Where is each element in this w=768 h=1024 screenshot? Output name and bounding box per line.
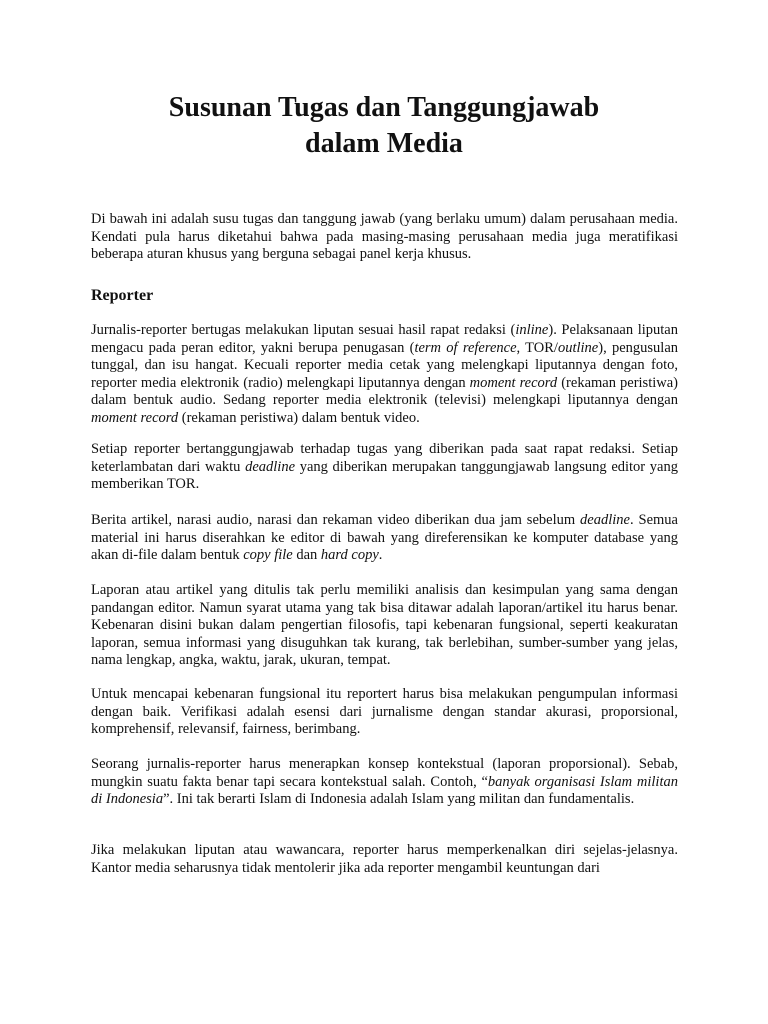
paragraph-5: Untuk mencapai kebenaran fungsional itu reportert harus bisa melakukan pengumpulan informasi dengan baik. Verifikasi adalah esensi dari jurnalisme dengan standar akurasi, proporsional, komprehensif, relevansif, fairness, berimbang. bbox=[91, 686, 678, 738]
p3-italic: deadline bbox=[580, 512, 630, 528]
p2-italic: deadline bbox=[245, 458, 296, 475]
p3-italic: hard copy bbox=[320, 547, 379, 564]
p1-text: (rekaman peristiwa) dalam bentuk video. bbox=[178, 409, 420, 426]
p6-text: ”. Ini tak berarti Islam di Indonesia adalah Islam yang militan dan fundamentalis. bbox=[163, 791, 635, 808]
title-line-2: dalam Media bbox=[305, 128, 463, 159]
p1-text: ). Pelaksanaan liputan mengacu pada peran editor, yakni berupa penugasan ( bbox=[91, 322, 678, 356]
p1-italic: moment record bbox=[469, 374, 558, 391]
p3-italic: copy file bbox=[243, 547, 293, 564]
page-title bbox=[60, 90, 708, 162]
section-heading-reporter: Reporter bbox=[91, 287, 154, 304]
paragraph-6 bbox=[91, 756, 678, 809]
p6-text: Seorang jurnalis-reporter harus menerapkan konsep kontekstual (laporan proporsional). Sebab, mungkin suatu fakta benar tapi secara kontekstual salah. Contoh, “ bbox=[91, 756, 678, 790]
p3-text: Berita artikel, narasi audio, narasi dan rekaman video diberikan dua jam sebelum bbox=[91, 512, 581, 528]
title-line-1: Susunan Tugas dan Tanggungjawab bbox=[168, 92, 600, 123]
p1-italic: term of reference bbox=[414, 339, 517, 356]
p1-italic: moment record bbox=[91, 409, 179, 426]
p1-text: , TOR/ bbox=[516, 339, 558, 356]
p3-text: . Semua material ini harus diserahkan ke editor di bawah yang direferensikan ke komputer database yang akan di-file dalam bentuk bbox=[91, 512, 678, 564]
p6-italic: banyak organisasi Islam militan di Indonesia bbox=[91, 773, 678, 808]
p2-text: yang diberikan merupakan tanggungjawab langsung editor yang memberikan TOR. bbox=[91, 458, 678, 493]
paragraph-1 bbox=[91, 322, 678, 428]
p1-text: ), pengusulan tunggal, dan isu hangat. Kecuali reporter media cetak yang melengkapi liputannya dengan foto, reporter media elektronik (radio) melengkapi liputannya dengan bbox=[91, 339, 679, 391]
paragraph-3 bbox=[91, 512, 678, 565]
p1-text: (rekaman peristiwa) dalam bentuk audio. Sedang reporter media elektronik (televisi) melengkapi liputannya dengan bbox=[91, 374, 678, 409]
paragraph-7: Jika melakukan liputan atau wawancara, reporter harus memperkenalkan diri sejelas-jelasnya. Kantor media seharusnya tidak mentolerir jika ada reporter mengambil keuntungan dari bbox=[91, 842, 678, 876]
paragraph-4: Laporan atau artikel yang ditulis tak perlu memiliki analisis dan kesimpulan yang sama dengan pandangan editor. Namun syarat utama yang tak bisa ditawar adalah laporan/artikel itu harus benar. Kebenaran disini bukan dalam pengertian filosofis, tapi kebenaran fungsional, seperti keakuratan laporan, semua informasi yang disuguhkan tak kurang, tak berlebihan, sumber-sumber yang jelas, nama lengkap, angka, waktu, jarak, ukuran, tempat. bbox=[91, 582, 678, 669]
p1-text: Jurnalis-reporter bertugas melakukan liputan sesuai hasil rapat redaksi ( bbox=[91, 322, 516, 338]
p3-text: dan bbox=[292, 547, 321, 564]
p2-text: Setiap reporter bertanggungjawab terhadap tugas yang diberikan pada saat rapat redaksi. Setiap keterlambatan dari waktu bbox=[91, 441, 678, 475]
intro-paragraph: Di bawah ini adalah susu tugas dan tanggung jawab (yang berlaku umum) dalam perusahaan media. Kendati pula harus diketahui bahwa pada masing-masing perusahaan media juga meratifikasi beberapa aturan khusus yang berguna sebagai panel kerja khusus. bbox=[91, 211, 678, 263]
p1-italic: outline bbox=[557, 339, 599, 356]
p1-italic: inline bbox=[515, 322, 549, 338]
p3-text: . bbox=[378, 547, 383, 564]
paragraph-2 bbox=[91, 441, 678, 494]
